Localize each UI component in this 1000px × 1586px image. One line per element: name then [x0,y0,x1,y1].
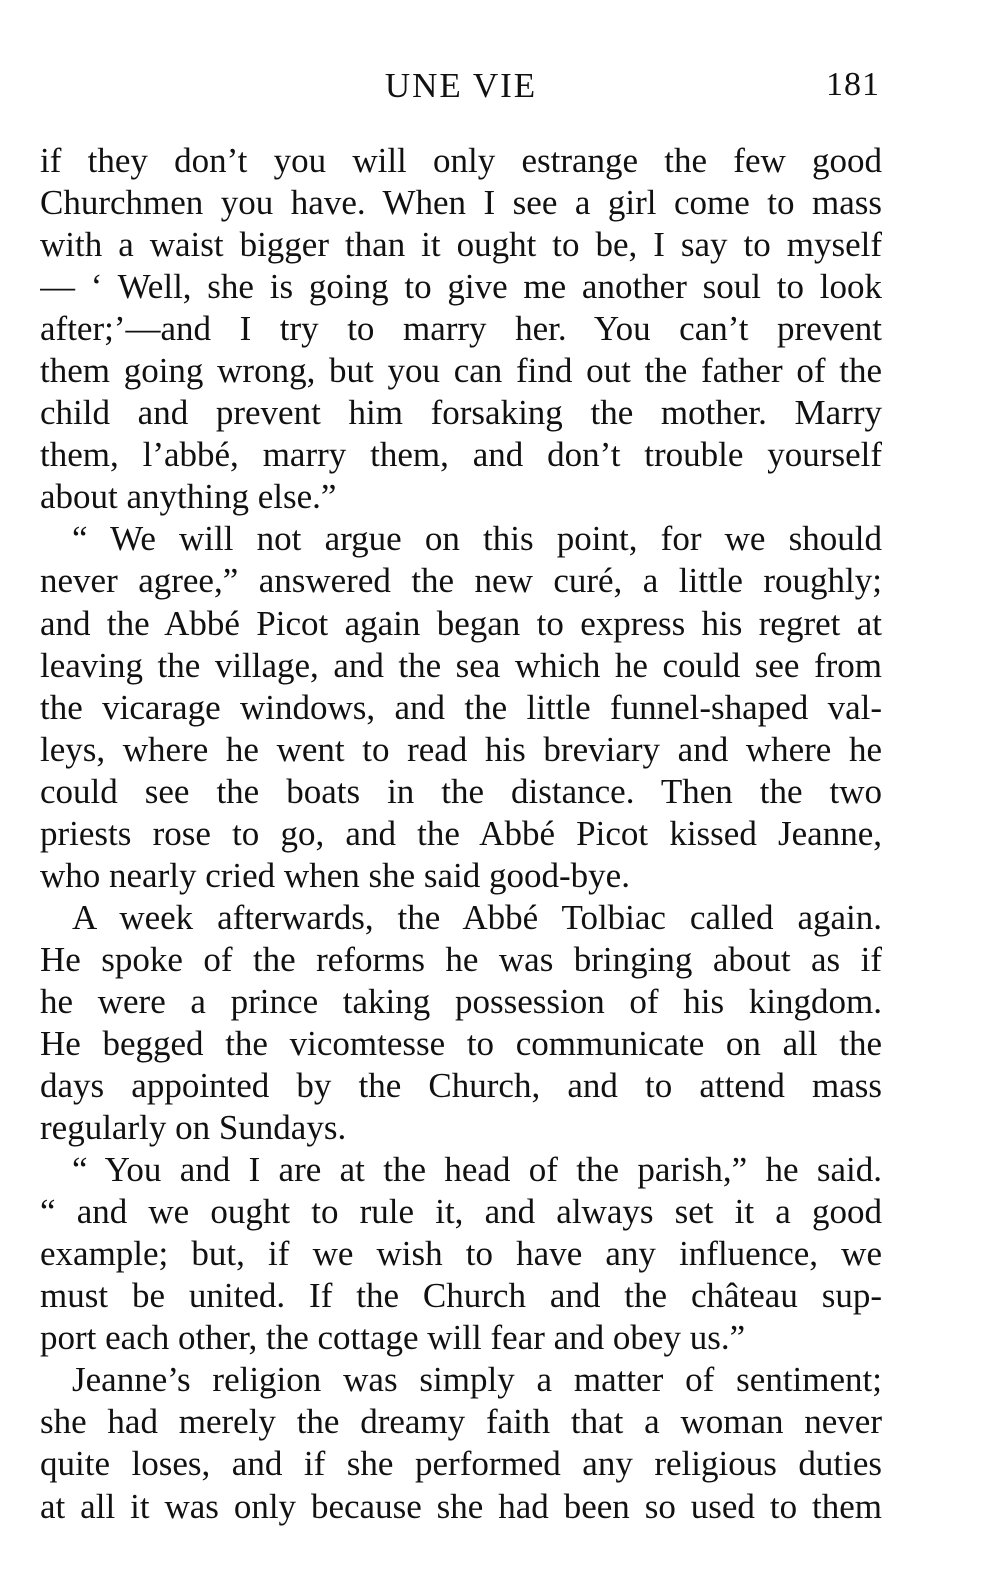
text-line: quite loses, and if she performed any religious duties [40,1444,882,1484]
text-line: “ and we ought to rule it, and always set it a good [40,1192,882,1232]
page-number: 181 [826,66,880,103]
body-text [40,140,882,1528]
text-line: Jeanne’s religion was simply a matter of sentiment; [72,1360,882,1400]
text-line: — ‘ Well, she is going to give me another soul to look [40,267,882,307]
text-line: leys, where he went to read his breviary and where he [40,729,882,769]
text-line: if they don’t you will only estrange the few good [40,141,882,180]
text-line: with a waist bigger than it ought to be, I say to myself [40,225,882,265]
book-page [40,60,882,1526]
text-line: and the Abbé Picot again began to express his regret at [40,603,882,643]
running-title: UNE VIE [384,66,538,105]
text-line: priests rose to go, and the Abbé Picot kissed Jeanne, [40,813,882,853]
text-line: after;’—and I try to marry her. You can’t prevent [40,309,882,349]
text-line: must be united. If the Church and the château sup- [40,1276,882,1316]
text-line: child and prevent him forsaking the mother. Marry [40,393,882,433]
text-line: about anything else.” [40,477,337,517]
text-line: He spoke of the reforms he was bringing about as if [40,939,882,979]
text-line: days appointed by the Church, and to attend mass [40,1066,882,1106]
text-line: He begged the vicomtesse to communicate on all the [40,1023,882,1063]
text-line: who nearly cried when she said good-bye. [40,855,630,895]
text-line: he were a prince taking possession of his kingdom. [40,981,882,1021]
text-line: “ We will not argue on this point, for we should [72,519,882,559]
text-line: at all it was only because she had been so used to them [40,1486,882,1526]
text-line: A week afterwards, the Abbé Tolbiac called again. [72,897,882,937]
text-line: regularly on Sundays. [40,1108,347,1148]
text-line: she had merely the dreamy faith that a woman never [40,1402,882,1442]
text-line: Churchmen you have. When I see a girl come to mass [40,183,882,223]
text-line: example; but, if we wish to have any influence, we [40,1234,882,1274]
text-line: never agree,” answered the new curé, a little roughly; [40,561,882,601]
text-line: them, l’abbé, marry them, and don’t trouble yourself [40,435,882,475]
text-line: them going wrong, but you can find out the father of the [40,351,882,391]
text-line: could see the boats in the distance. Then the two [40,771,882,811]
text-line: “ You and I are at the head of the parish,” he said. [72,1150,882,1190]
text-line: port each other, the cottage will fear and obey us.” [40,1318,746,1358]
text-line: leaving the village, and the sea which he could see from [40,645,882,685]
text-line: the vicarage windows, and the little funnel-shaped val- [40,687,882,727]
running-head [40,60,882,120]
